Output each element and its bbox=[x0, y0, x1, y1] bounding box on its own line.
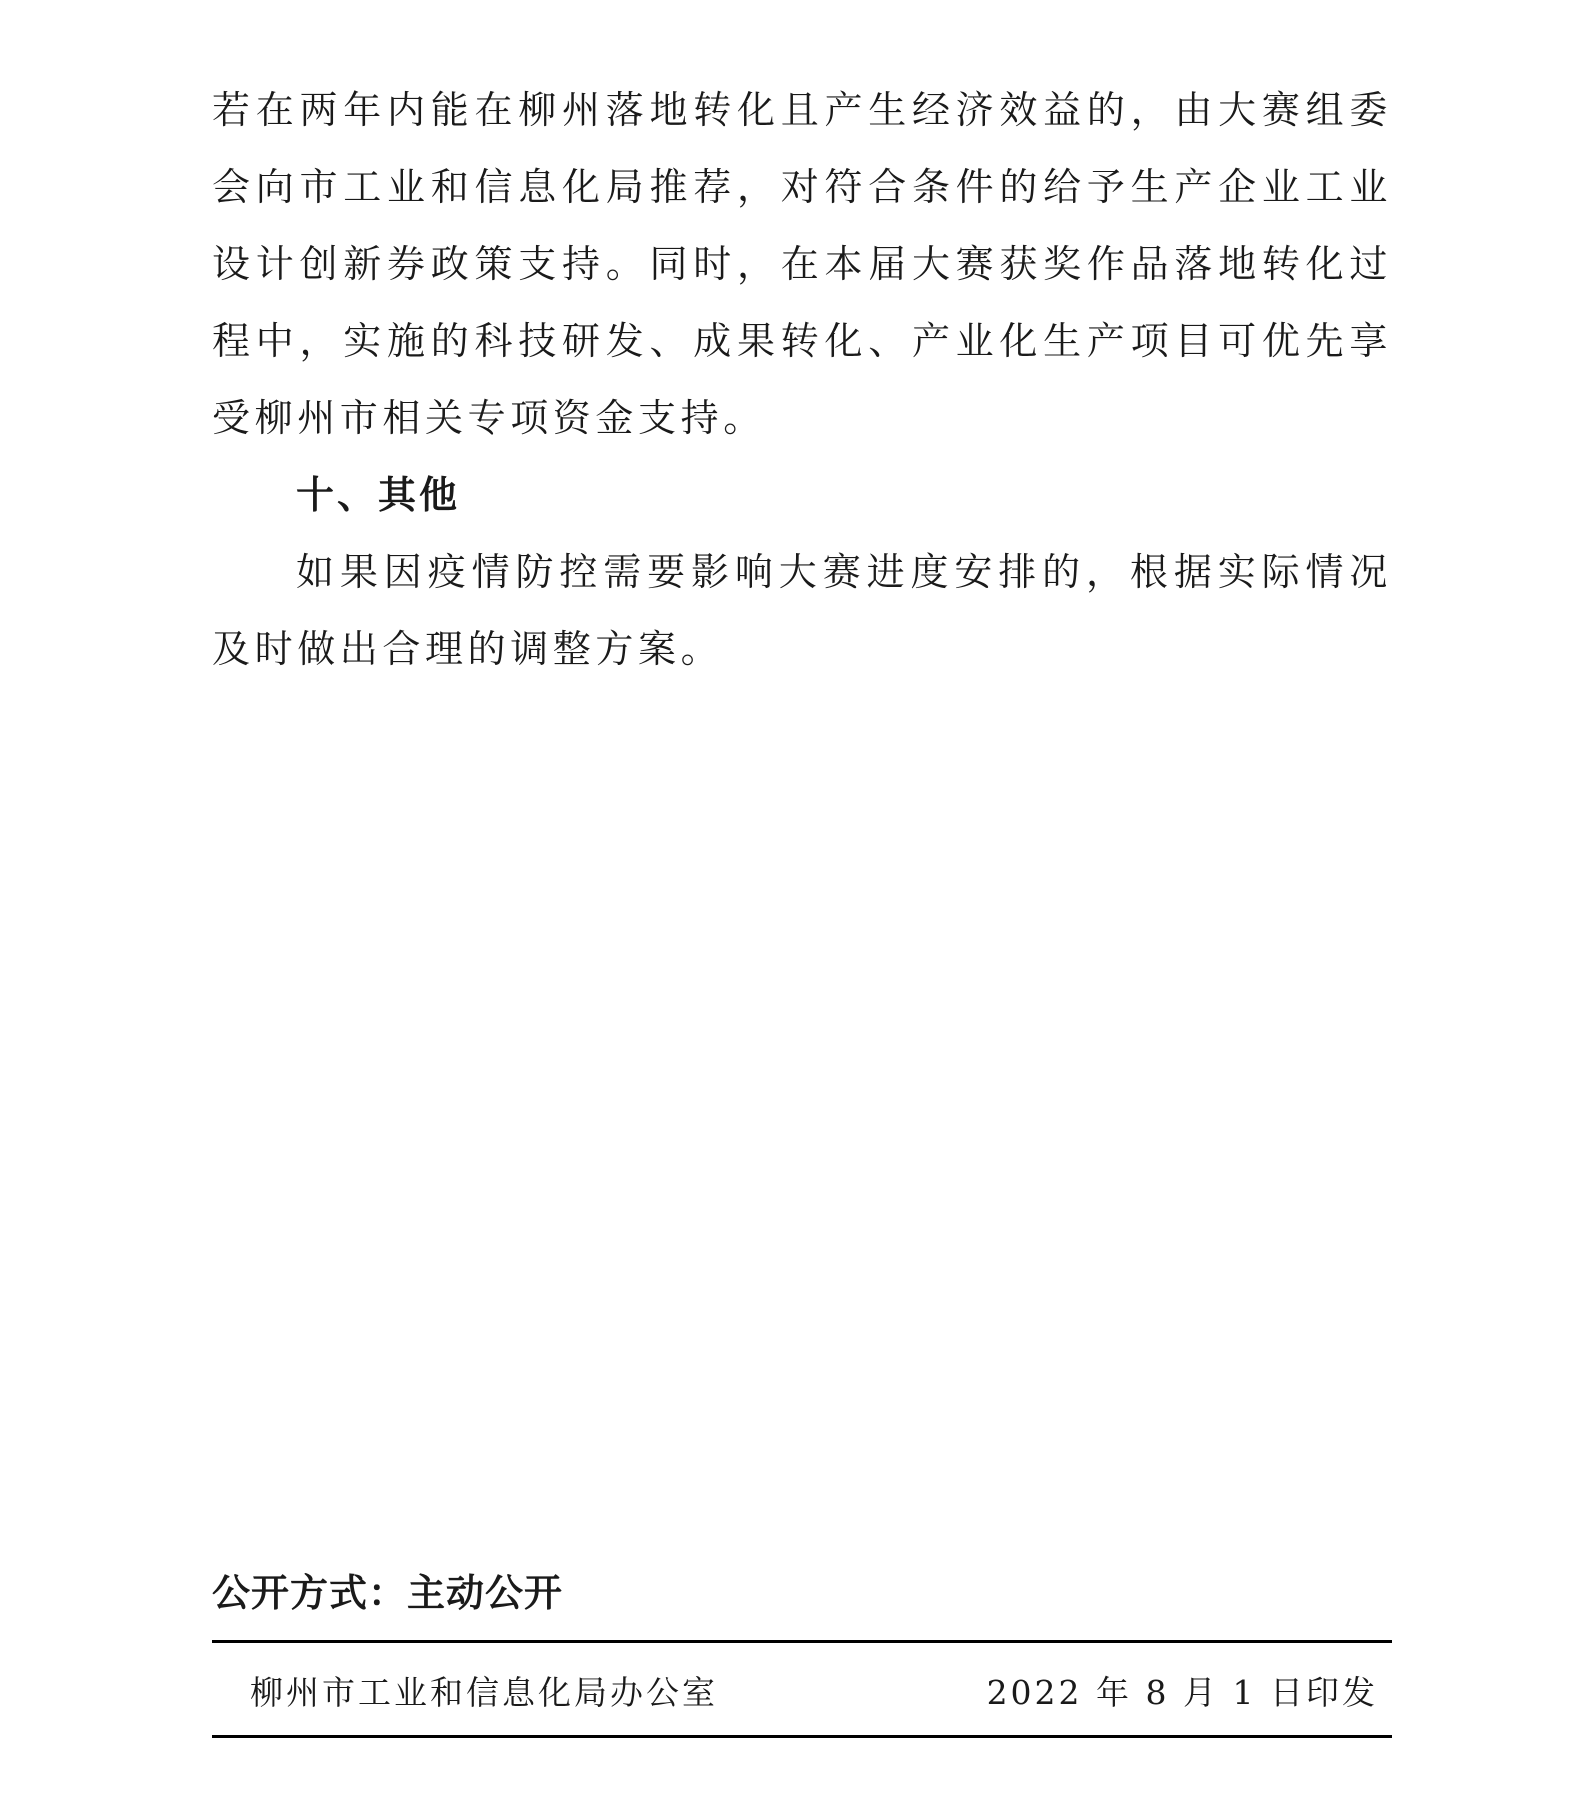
footer-top-rule bbox=[212, 1640, 1392, 1643]
section-heading-other: 十、其他 bbox=[296, 473, 461, 517]
issuance-footer bbox=[212, 1660, 1392, 1720]
paragraph-funding-support: 若在两年内能在柳州落地转化且产生经济效益的，由大赛组委会向市工业和信息化局推荐，对符合条件的给予生产企业工业设计创新券政策支持。同时，在本届大赛获奖作品落地转化过程中，实施的科技研发、成果转化、产业化生产项目可优先享受柳州市相关专项资金支持。 bbox=[212, 88, 1392, 440]
issue-date: 2022 年 8 月 1 日印发 bbox=[986, 1672, 1378, 1712]
issuing-office: 柳州市工业和信息化局办公室 bbox=[250, 1672, 718, 1712]
footer-bottom-rule bbox=[212, 1735, 1392, 1738]
disclosure-method: 公开方式：主动公开 bbox=[212, 1571, 564, 1615]
paragraph-epidemic-adjustment: 如果因疫情防控需要影响大赛进度安排的，根据实际情况及时做出合理的调整方案。 bbox=[212, 550, 1392, 671]
document-body bbox=[212, 72, 1392, 688]
